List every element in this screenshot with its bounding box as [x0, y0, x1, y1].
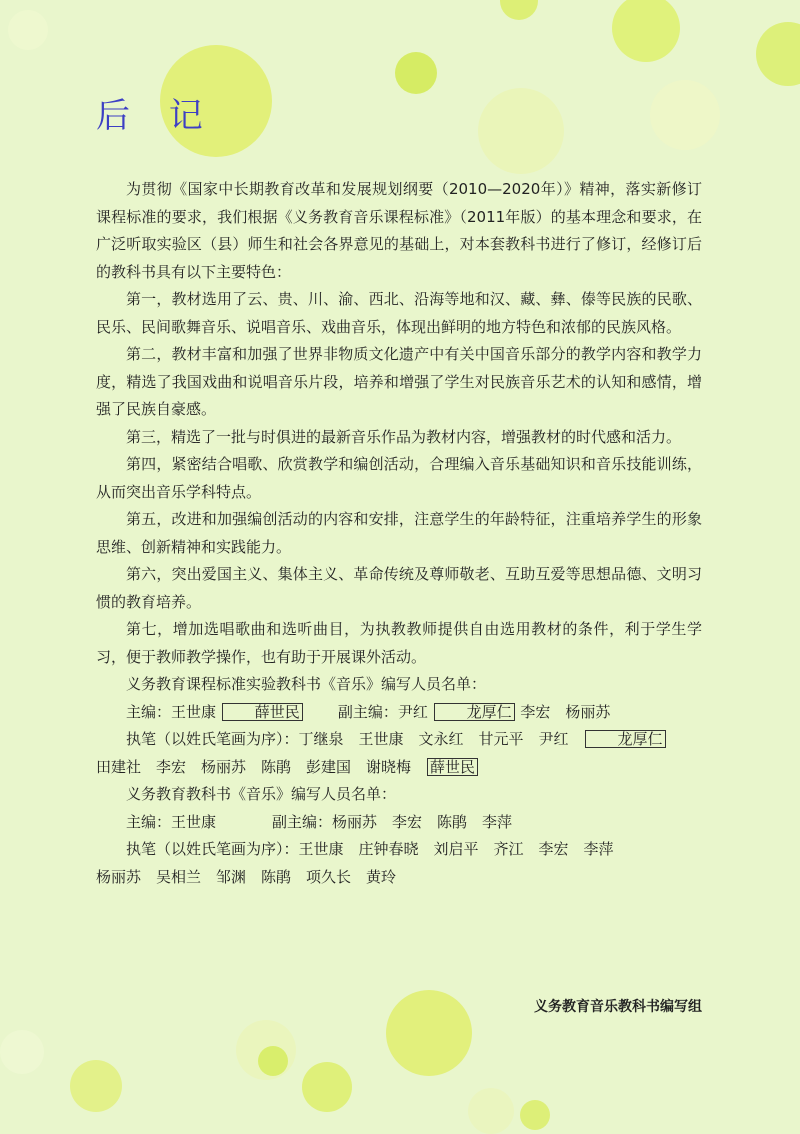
credits1-writers-line [96, 726, 702, 754]
credits2-deputy: 副主编：杨丽苏 李宏 陈鹃 李萍 [272, 812, 513, 831]
afterword-body [96, 176, 702, 891]
decor-bubble [520, 1100, 550, 1130]
paragraph: 第五，改进和加强编创活动的内容和安排，注意学生的年龄特征，注重培养学生的形象思维、创新精神和实践能力。 [96, 510, 702, 556]
decor-bubble [70, 1060, 122, 1112]
decor-bubble [500, 0, 538, 20]
credits1-writers-names: 田建社 李宏 杨丽苏 陈鹃 彭建国 谢晓梅 [96, 757, 412, 776]
credits2-writers-line: 执笔（以姓氏笔画为序）：王世康 庄钟春晓 刘启平 齐江 李宏 李萍 [126, 840, 614, 858]
decor-bubble [612, 0, 680, 62]
decor-bubble [650, 80, 720, 150]
decor-bubble [258, 1046, 288, 1076]
paragraph: 第二，教材丰富和加强了世界非物质文化遗产中有关中国音乐部分的教学内容和教学力度，精选了我国戏曲和说唱音乐片段，培养和增强了学生对民族音乐艺术的认知和感情，增强了民族自豪感。 [96, 345, 702, 418]
paragraph: 为贯彻《国家中长期教育改革和发展规划纲要（2010—2020年）》精神，落实新修订课程标准的要求，我们根据《义务教育音乐课程标准》（2011年版）的基本理念和要求，在广泛听取实验区（县）师生和社会各界意见的基础上，对本套教科书进行了修订，经修订后的教科书具有以下主要特色： [96, 180, 702, 281]
paragraph: 第三，精选了一批与时俱进的最新音乐作品为教材内容，增强教材的时代感和活力。 [126, 427, 682, 446]
decor-bubble [302, 1062, 352, 1112]
decor-bubble [395, 52, 437, 94]
boxed-name: 龙厚仁 [585, 730, 666, 748]
credits1-chief-line [96, 699, 702, 727]
credits1-deputy-rest: 李宏 杨丽苏 [520, 702, 611, 721]
decor-bubble [8, 10, 48, 50]
decor-bubble [478, 88, 564, 174]
boxed-name: 薛世民 [222, 703, 303, 721]
credits1-heading: 义务教育课程标准实验教科书《音乐》编写人员名单： [126, 675, 487, 693]
page-title: 后 记 [96, 96, 217, 136]
credits2-heading: 义务教育教科书《音乐》编写人员名单： [126, 785, 397, 803]
decor-bubble [756, 22, 800, 86]
paragraph: 第六，突出爱国主义、集体主义、革命传统及尊师敬老、互助互爱等思想品德、文明习惯的教育培养。 [96, 565, 702, 611]
decor-bubble [0, 1030, 44, 1074]
paragraph: 第一，教材选用了云、贵、川、渝、西北、沿海等地和汉、藏、彝、傣等民族的民歌、民乐、民间歌舞音乐、说唱音乐、戏曲音乐，体现出鲜明的地方特色和浓郁的民族风格。 [96, 290, 702, 336]
credits2-chief: 主编：王世康 [126, 812, 217, 831]
paragraph: 第四，紧密结合唱歌、欣赏教学和编创活动，合理编入音乐基础知识和音乐技能训练，从而突出音乐学科特点。 [96, 455, 702, 501]
boxed-name: 薛世民 [427, 758, 478, 776]
boxed-name: 龙厚仁 [434, 703, 515, 721]
signature: 义务教育音乐教科书编写组 [534, 999, 702, 1015]
credits1-writers-label: 执笔（以姓氏笔画为序）：丁继泉 王世康 文永红 甘元平 尹红 [126, 730, 569, 748]
credits2-writers-line2: 杨丽苏 吴相兰 邹渊 陈鹃 项久长 黄玲 [96, 867, 397, 886]
credits2-chief-line [96, 809, 702, 837]
decor-bubble [386, 990, 472, 1076]
credits1-writers-line2 [96, 754, 702, 782]
paragraph: 第七，增加选唱歌曲和选听曲目，为执教教师提供自由选用教材的条件，利于学生学习，便于教师教学操作，也有助于开展课外活动。 [96, 620, 702, 666]
decor-bubble [468, 1088, 514, 1134]
credits1-chief-label: 主编：王世康 [126, 702, 217, 721]
credits1-deputy-label: 副主编：尹红 [337, 702, 428, 721]
